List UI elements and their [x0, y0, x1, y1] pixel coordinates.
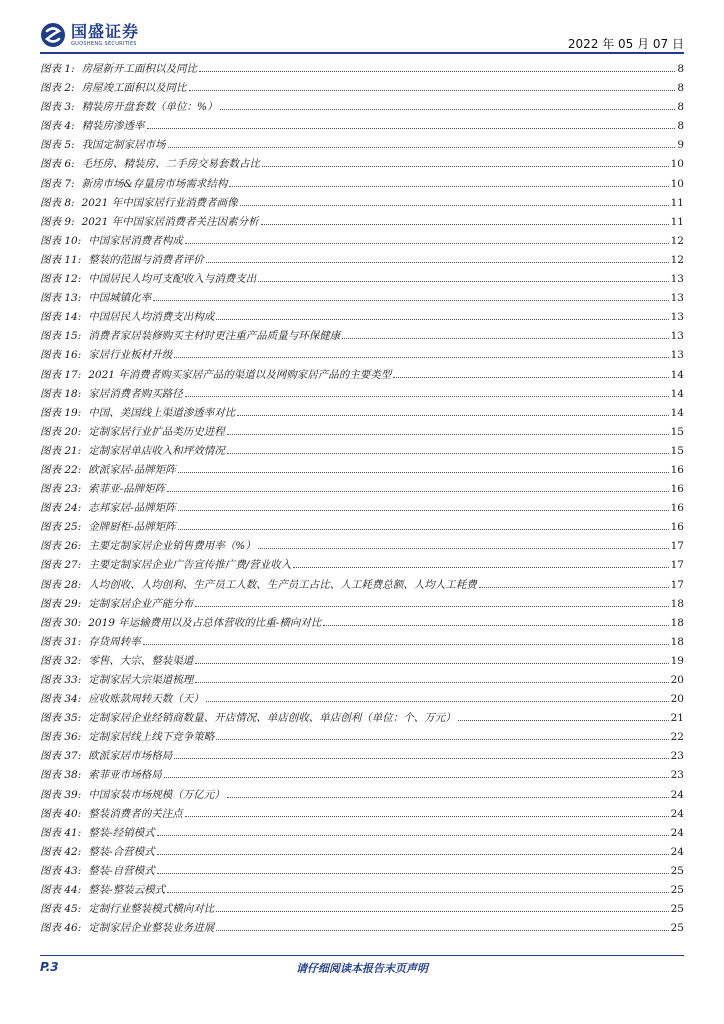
toc-figure-title: 存货周转率	[88, 635, 141, 648]
toc-page-number: 14	[670, 387, 684, 400]
toc-leader-dots	[227, 434, 669, 435]
toc-figure-label: 图表 43:	[40, 864, 82, 877]
toc-page-number: 21	[670, 712, 684, 725]
toc-page-number: 13	[670, 349, 684, 362]
toc-figure-title: 索菲亚-品牌矩阵	[88, 483, 166, 496]
toc-figure-label: 图表 46:	[40, 922, 82, 935]
toc-figure-title: 中国家居消费者构成	[88, 234, 183, 247]
toc-figure-title: 家居行业板材升级	[88, 349, 173, 362]
toc-figure-title: 中国居民人均消费支出构成	[88, 311, 215, 324]
toc-figure-label: 图表 13:	[40, 292, 82, 305]
toc-leader-dots	[185, 243, 669, 244]
toc-figure-label: 图表 45:	[40, 903, 82, 916]
toc-figure-label: 图表 21:	[40, 444, 82, 457]
toc-entry[interactable]	[40, 786, 684, 805]
toc-figure-title: 零售、大宗、整装渠道	[88, 654, 194, 667]
toc-entry[interactable]	[40, 270, 684, 289]
toc-page-number: 13	[670, 292, 684, 305]
toc-leader-dots	[174, 357, 668, 358]
toc-leader-dots	[168, 147, 676, 148]
toc-leader-dots	[185, 396, 669, 397]
toc-entry[interactable]	[40, 308, 684, 327]
toc-page-number: 8	[677, 120, 684, 133]
toc-figure-label: 图表 26:	[40, 540, 82, 553]
logo-icon	[40, 22, 66, 48]
toc-leader-dots	[157, 835, 669, 836]
toc-leader-dots	[216, 930, 668, 931]
toc-entry[interactable]	[40, 117, 684, 136]
toc-entry[interactable]	[40, 576, 684, 595]
toc-figure-title: 定制家居单店收入和坪效情况	[88, 444, 225, 457]
toc-page-number: 16	[670, 502, 684, 515]
toc-leader-dots	[147, 128, 676, 129]
toc-figure-label: 图表 14:	[40, 311, 82, 324]
toc-figure-label: 图表 23:	[40, 483, 82, 496]
toc-leader-dots	[393, 377, 668, 378]
toc-entry[interactable]	[40, 919, 684, 938]
toc-leader-dots	[157, 873, 669, 874]
toc-entry[interactable]	[40, 614, 684, 633]
toc-entry[interactable]	[40, 327, 684, 346]
toc-figure-label: 图表 4:	[40, 120, 75, 133]
toc-figure-title: 中国居民人均可支配收入与消费支出	[88, 273, 257, 286]
toc-figure-label: 图表 22:	[40, 463, 82, 476]
toc-leader-dots	[164, 777, 669, 778]
toc-figure-label: 图表 11:	[40, 253, 82, 266]
toc-entry[interactable]	[40, 404, 684, 423]
toc-figure-title: 定制行业整装模式横向对比	[88, 903, 215, 916]
toc-page-number: 16	[670, 463, 684, 476]
toc-page-number: 9	[677, 139, 684, 152]
toc-figure-label: 图表 12:	[40, 273, 82, 286]
toc-entry[interactable]	[40, 423, 684, 442]
toc-figure-title: 主要定制家居企业销售费用率（%）	[88, 540, 256, 553]
toc-figure-title: 精装房渗透率	[81, 120, 145, 133]
page-footer	[40, 960, 684, 980]
toc-entry[interactable]	[40, 385, 684, 404]
toc-figure-title: 定制家居企业整装业务进展	[88, 922, 215, 935]
toc-figure-label: 图表 44:	[40, 884, 82, 897]
toc-figure-title: 定制家居线上线下竞争策略	[88, 731, 215, 744]
toc-figure-label: 图表 7:	[40, 177, 75, 190]
toc-leader-dots	[157, 854, 669, 855]
toc-figure-label: 图表 32:	[40, 654, 82, 667]
toc-figure-label: 图表 20:	[40, 425, 82, 438]
toc-leader-dots	[195, 682, 668, 683]
toc-leader-dots	[185, 816, 669, 817]
toc-page-number: 23	[670, 750, 684, 763]
toc-figure-label: 图表 6:	[40, 158, 75, 171]
toc-leader-dots	[479, 587, 669, 588]
toc-page-number: 16	[670, 483, 684, 496]
toc-figure-label: 图表 42:	[40, 845, 82, 858]
toc-entry[interactable]	[40, 595, 684, 614]
toc-figure-title: 定制家居行业扩品类历史进程	[88, 425, 225, 438]
toc-figure-label: 图表 17:	[40, 368, 82, 381]
toc-entry[interactable]	[40, 79, 684, 98]
toc-entry[interactable]	[40, 136, 684, 155]
toc-entry[interactable]	[40, 251, 684, 270]
toc-page-number: 15	[670, 425, 684, 438]
toc-figure-label: 图表 3:	[40, 101, 75, 114]
toc-figure-label: 图表 19:	[40, 406, 82, 419]
toc-entry[interactable]	[40, 537, 684, 556]
toc-entry[interactable]	[40, 766, 684, 785]
toc-figure-title: 整装的范围与消费者评价	[88, 253, 204, 266]
toc-leader-dots	[342, 338, 668, 339]
toc-figure-title: 整装-经销模式	[88, 826, 155, 839]
company-logo	[40, 22, 139, 48]
toc-entry[interactable]	[40, 556, 684, 575]
toc-figure-title: 人均创收、人均创利、生产员工人数、生产员工占比、人工耗费总额、人均人工耗费	[88, 578, 477, 591]
toc-leader-dots	[178, 529, 669, 530]
toc-leader-dots	[143, 644, 669, 645]
toc-page-number: 25	[670, 864, 684, 877]
toc-leader-dots	[178, 510, 669, 511]
toc-leader-dots	[178, 472, 669, 473]
toc-entry[interactable]	[40, 175, 684, 194]
logo-subtext: GUOSHENG SECURITIES	[71, 40, 137, 47]
toc-figure-label: 图表 27:	[40, 559, 82, 572]
toc-entry[interactable]	[40, 461, 684, 480]
toc-figure-title: 中国、美国线上渠道渗透率对比	[88, 406, 236, 419]
toc-figure-title: 2021 年中国家居行业消费者画像	[81, 196, 238, 209]
toc-figure-title: 房屋新开工面积以及同比	[81, 63, 198, 75]
toc-figure-title: 欧派家居-品牌矩阵	[88, 463, 176, 476]
toc-entry[interactable]	[40, 805, 684, 824]
toc-leader-dots	[167, 491, 668, 492]
toc-page-number: 11	[670, 215, 684, 228]
toc-figure-title: 定制家居企业经销商数量、开店情况、单店创收、单店创利（单位：个、万元）	[88, 712, 456, 725]
toc-leader-dots	[258, 281, 668, 282]
toc-figure-title: 整装-整装云模式	[88, 884, 166, 897]
toc-figure-title: 整装-自营模式	[88, 864, 155, 877]
toc-page-number: 25	[670, 922, 684, 935]
toc-page-number: 24	[670, 788, 684, 801]
toc-figure-label: 图表 35:	[40, 712, 82, 725]
toc-entry[interactable]	[40, 98, 684, 117]
toc-entry[interactable]	[40, 366, 684, 385]
toc-page-number: 8	[677, 82, 684, 95]
toc-figure-label: 图表 10:	[40, 234, 82, 247]
toc-page-number: 13	[670, 330, 684, 343]
toc-figure-title: 2021 年中国家居消费者关注因素分析	[81, 215, 259, 228]
header-divider	[40, 52, 684, 54]
toc-page-number: 22	[670, 731, 684, 744]
footer-divider	[40, 955, 684, 956]
toc-figure-label: 图表 2:	[40, 82, 75, 95]
toc-figure-title: 精装房开盘套数（单位：%）	[81, 101, 218, 114]
toc-entry[interactable]	[40, 194, 684, 213]
toc-leader-dots	[229, 186, 668, 187]
toc-leader-dots	[199, 71, 675, 72]
toc-figure-title: 主要定制家居企业广告宣传推广费/营业收入	[88, 559, 292, 572]
toc-entry[interactable]	[40, 881, 684, 900]
toc-leader-dots	[167, 892, 668, 893]
toc-entry[interactable]	[40, 499, 684, 518]
toc-entry[interactable]	[40, 442, 684, 461]
toc-leader-dots	[293, 567, 668, 568]
toc-figure-label: 图表 8:	[40, 196, 75, 209]
toc-figure-label: 图表 15:	[40, 330, 82, 343]
toc-entry[interactable]	[40, 671, 684, 690]
toc-leader-dots	[195, 663, 668, 664]
toc-leader-dots	[216, 319, 668, 320]
toc-page-number: 11	[670, 196, 684, 209]
toc-page-number: 14	[670, 368, 684, 381]
toc-figure-title: 消费者家居装修购买主材时更注重产品质量与环保健康	[88, 330, 341, 343]
figure-index-list	[40, 60, 684, 938]
toc-figure-title: 我国定制家居市场	[81, 139, 166, 152]
toc-figure-title: 整装-合营模式	[88, 845, 155, 858]
toc-entry[interactable]	[40, 60, 684, 79]
toc-entry[interactable]	[40, 480, 684, 499]
toc-figure-title: 欧派家居市场格局	[88, 750, 173, 763]
toc-figure-label: 图表 16:	[40, 349, 82, 362]
toc-figure-label: 图表 34:	[40, 693, 82, 706]
toc-page-number: 18	[670, 635, 684, 648]
toc-entry[interactable]	[40, 652, 684, 671]
toc-leader-dots	[261, 224, 669, 225]
report-date: 2022 年 05 月 07 日	[567, 37, 684, 51]
toc-leader-dots	[220, 109, 676, 110]
toc-page-number: 20	[670, 674, 684, 686]
toc-figure-label: 图表 29:	[40, 597, 82, 610]
toc-page-number: 24	[670, 826, 684, 839]
toc-figure-label: 图表 33:	[40, 674, 82, 686]
toc-figure-label: 图表 9:	[40, 215, 75, 228]
toc-leader-dots	[206, 262, 669, 263]
toc-leader-dots	[206, 701, 669, 702]
toc-page-number: 8	[677, 101, 684, 114]
toc-entry[interactable]	[40, 232, 684, 251]
toc-page-number: 24	[670, 807, 684, 820]
disclaimer-note: 请仔细阅读本报告末页声明	[296, 962, 428, 975]
toc-entry[interactable]	[40, 747, 684, 766]
toc-figure-title: 金牌厨柜-品牌矩阵	[88, 521, 176, 534]
toc-entry[interactable]	[40, 155, 684, 174]
toc-figure-label: 图表 31:	[40, 635, 82, 648]
toc-leader-dots	[237, 415, 668, 416]
toc-figure-title: 应收账款周转天数（天）	[88, 693, 204, 706]
toc-page-number: 25	[670, 884, 684, 897]
toc-entry[interactable]	[40, 346, 684, 365]
toc-page-number: 18	[670, 597, 684, 610]
toc-page-number: 12	[670, 234, 684, 247]
toc-page-number: 8	[677, 63, 684, 75]
toc-figure-title: 定制家居大宗渠道梳理	[88, 674, 194, 686]
toc-page-number: 10	[670, 177, 684, 190]
toc-figure-label: 图表 41:	[40, 826, 82, 839]
toc-page-number: 20	[670, 693, 684, 706]
toc-page-number: 15	[670, 444, 684, 457]
toc-leader-dots	[262, 166, 669, 167]
toc-entry[interactable]	[40, 633, 684, 652]
toc-page-number: 13	[670, 311, 684, 324]
toc-page-number: 17	[670, 559, 684, 572]
toc-page-number: 24	[670, 845, 684, 858]
toc-page-number: 19	[670, 654, 684, 667]
toc-figure-label: 图表 36:	[40, 731, 82, 744]
toc-figure-title: 新房市场&存量房市场需求结构	[81, 177, 228, 190]
toc-figure-title: 中国城镇化率	[88, 292, 152, 305]
toc-figure-label: 图表 1:	[40, 63, 75, 75]
toc-page-number: 17	[670, 540, 684, 553]
toc-figure-title: 中国家装市场规模（万亿元）	[88, 788, 225, 801]
toc-entry[interactable]	[40, 728, 684, 747]
toc-page-number: 25	[670, 903, 684, 916]
toc-figure-title: 整装消费者的关注点	[88, 807, 183, 820]
toc-entry[interactable]	[40, 690, 684, 709]
toc-figure-title: 志邦家居-品牌矩阵	[88, 502, 176, 515]
toc-figure-label: 图表 18:	[40, 387, 82, 400]
toc-leader-dots	[174, 758, 668, 759]
toc-leader-dots	[153, 300, 668, 301]
toc-page-number: 10	[670, 158, 684, 171]
toc-leader-dots	[216, 739, 668, 740]
toc-figure-title: 定制家居企业产能分布	[88, 597, 194, 610]
toc-leader-dots	[195, 606, 668, 607]
toc-entry[interactable]	[40, 900, 684, 919]
toc-figure-label: 图表 24:	[40, 502, 82, 515]
page-number: P.3	[40, 960, 59, 974]
toc-entry[interactable]	[40, 824, 684, 843]
toc-figure-label: 图表 30:	[40, 616, 82, 629]
toc-entry[interactable]	[40, 518, 684, 537]
logo-text: 国盛证券	[71, 21, 140, 41]
toc-page-number: 13	[670, 273, 684, 286]
toc-figure-label: 图表 38:	[40, 769, 82, 782]
toc-leader-dots	[258, 548, 669, 549]
toc-figure-title: 2021 年消费者购买家居产品的渠道以及网购家居产品的主要类型	[88, 368, 392, 381]
toc-figure-label: 图表 5:	[40, 139, 75, 152]
toc-leader-dots	[240, 205, 669, 206]
toc-page-number: 17	[670, 578, 684, 591]
toc-figure-label: 图表 28:	[40, 578, 82, 591]
toc-figure-title: 2019 年运输费用以及占总体营收的比重-横向对比	[88, 616, 322, 629]
toc-figure-title: 房屋竣工面积以及同比	[81, 82, 187, 95]
toc-leader-dots	[227, 453, 669, 454]
toc-figure-label: 图表 40:	[40, 807, 82, 820]
toc-entry[interactable]	[40, 862, 684, 881]
toc-entry[interactable]	[40, 289, 684, 308]
toc-page-number: 18	[670, 616, 684, 629]
toc-entry[interactable]	[40, 709, 684, 728]
toc-figure-label: 图表 25:	[40, 521, 82, 534]
toc-page-number: 16	[670, 521, 684, 534]
toc-figure-title: 毛坯房、精装房、二手房交易套数占比	[81, 158, 261, 171]
toc-figure-title: 家居消费者购买路径	[88, 387, 183, 400]
toc-entry[interactable]	[40, 213, 684, 232]
toc-figure-title: 索菲亚市场格局	[88, 769, 162, 782]
toc-figure-label: 图表 37:	[40, 750, 82, 763]
toc-leader-dots	[227, 797, 669, 798]
toc-figure-label: 图表 39:	[40, 788, 82, 801]
toc-leader-dots	[323, 625, 668, 626]
toc-leader-dots	[189, 90, 676, 91]
toc-entry[interactable]	[40, 843, 684, 862]
page-header	[0, 0, 724, 60]
toc-leader-dots	[216, 911, 668, 912]
toc-page-number: 23	[670, 769, 684, 782]
toc-leader-dots	[458, 720, 669, 721]
toc-page-number: 14	[670, 406, 684, 419]
toc-page-number: 12	[670, 253, 684, 266]
